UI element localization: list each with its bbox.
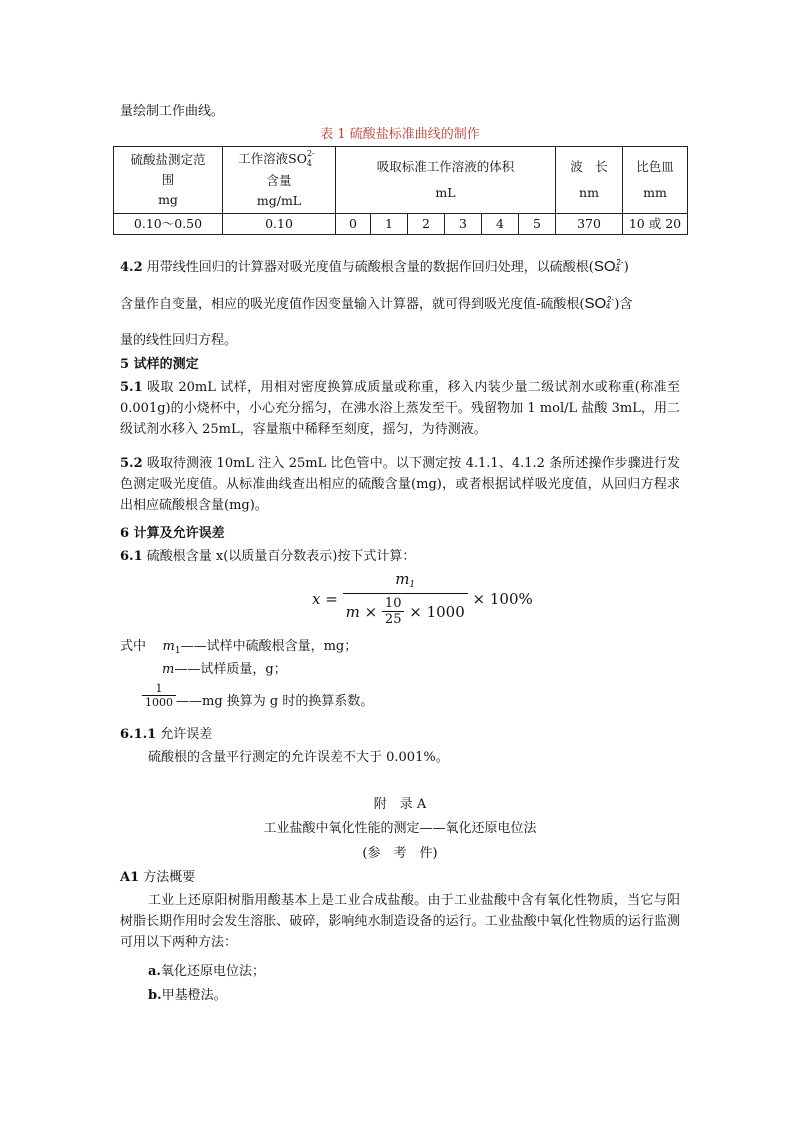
formula-lhs: x = [312,589,338,608]
cell-cuvette: 10 或 20 [623,214,688,235]
section-6-1 [120,546,680,567]
formula-inner-fraction: $\frac{10}{25}$ [382,596,405,627]
header-range-line2: 围 [161,172,175,187]
appendix-reference: (参 考 件) [362,846,438,861]
definition-m1: 式中 $m_1——$试样中硫酸根含量，mg； [120,639,358,656]
header-work-unit: mg/mL [256,193,302,208]
where-label: 式中 [120,639,147,654]
header-cuvette-label: 比色皿 [636,159,674,174]
appendix-title: 工业盐酸中氧化性能的测定——氧化还原电位法 [263,821,537,836]
section-5-2-number: 5.2 [120,456,143,471]
sulfate-standard-table [113,146,688,235]
cell-volume-5: 5 [519,214,556,235]
header-work-line1: 工作溶液$SO^{2-}_4$ [238,149,315,168]
section-5-1-number: 5.1 [120,380,143,395]
section-5-title: 5 试样的测定 [120,357,199,372]
intro-line: 量绘制工作曲线。 [120,104,225,119]
header-work-solution [223,147,336,214]
section-6-1-text: 硫酸根含量 x(以质量百分数表示)按下式计算： [142,549,416,564]
section-a1-text: 工业上还原阳树脂用酸基本上是工业合成盐酸。由于工业盐酸中含有氧化性物质，当它与阳树脂长期作用时会发生溶胀、破碎，影响纯水制造设备的运行。工业盐酸中氧化性物质的运行监测可用以下两种方法： [120,893,680,950]
header-range-unit: mg [158,192,178,207]
header-range-line1: 硫酸盐测定范 [130,152,206,167]
table-caption: 表 1 硫酸盐标准曲线的制作 [320,127,480,142]
header-wavelength-unit: nm [579,185,599,200]
section-5-2 [120,453,680,516]
section-a1-title: A1 方法概要 [120,870,196,885]
section-5-2-text: 吸取待测液 10mL 注入 25mL 比色管中。以下测定按 4.1.1、4.1.2 条所述操作步骤进行发色测定吸光度值。从标准曲线查出相应的硫酸含量(mg)，或者根据试样吸光度值，从回归方程求出相应硫酸根含量(mg)。 [120,456,680,513]
cell-range: 0.10～0.50 [114,214,223,235]
section-4-2-text1-end: ) [623,260,629,275]
section-6-1-1-text: 硫酸根的含量平行测定的允许误差不大于 0.001%。 [148,750,449,765]
section-4-2-text2: 含量作自变量，相应的吸光度值作因变量输入计算器，就可得到吸光度值-硫酸根( [120,297,585,312]
header-wavelength [556,147,623,214]
table-data-row [114,214,688,235]
definition-conversion [142,682,702,709]
cell-wavelength: 370 [556,214,623,235]
conversion-text: ——mg 换算为 g 时的换算系数。 [176,694,374,709]
header-volume-label: 吸取标准工作溶液的体积 [376,159,515,174]
section-5-1-text: 吸取 20mL 试样，用相对密度换算成质量或称重，移入内装少量二级试剂水或称重(称准至 0.001g)的小烧杯中，小心充分摇匀，在沸水浴上蒸发至干。残留物加 1 mol/L 盐酸 3mL，用二级试剂水移入 25mL，容量瓶中稀释至刻度，摇匀，为待测液。 [120,380,680,437]
section-4-2-text2-end: )含 [614,297,633,312]
cell-concentration: 0.10 [223,214,336,235]
header-volume-unit: mL [435,185,456,200]
definition-m: m——试样质量，g； [162,662,287,677]
cell-volume-0: 0 [336,214,371,235]
method-item-b: b.甲基橙法。 [148,988,227,1003]
header-volume [336,147,556,214]
cell-volume-3: 3 [445,214,482,235]
section-4-2-text1: 用带线性回归的计算器对吸光度值与硫酸根含量的数据作回归处理，以硫酸根( [146,260,594,275]
header-wavelength-label: 波 长 [570,159,608,174]
section-4-2-line1 [120,256,680,278]
header-cuvette [623,147,688,214]
method-item-a: a.氧化还原电位法； [148,964,265,979]
section-5-1 [120,377,680,440]
section-6-1-1-title: 6.1.1 允许误差 [120,727,213,742]
header-cuvette-unit: mm [643,185,667,200]
appendix-label: 附 录 A [373,797,427,812]
section-6-title: 6 计算及允许误差 [120,526,225,541]
cell-volume-2: 2 [408,214,445,235]
table-header-row [114,147,688,214]
formula-main-fraction [343,570,468,627]
formula-numerator: $m_1$ [343,570,468,594]
formula-tail: × 100% [472,589,533,608]
section-4-2-number: 4.2 [120,260,143,275]
sulfate-formula-1: SO 2- 4 [593,258,624,275]
cell-volume-4: 4 [482,214,519,235]
section-4-2-line2 [120,293,680,315]
cell-volume-1: 1 [371,214,408,235]
header-range [114,147,223,214]
section-6-1-number: 6.1 [120,549,143,564]
formula-denominator: m × $\frac{10}{25}$ × 1000 [345,596,465,627]
sulfate-formula-2: SO 2- 4 [584,295,615,312]
section-4-2-line3: 量的线性回归方程。 [120,333,238,348]
conversion-fraction: $\frac{1}{1000}$ [142,682,176,709]
header-work-line2: 含量 [266,173,292,188]
sulfate-formula [312,570,533,627]
